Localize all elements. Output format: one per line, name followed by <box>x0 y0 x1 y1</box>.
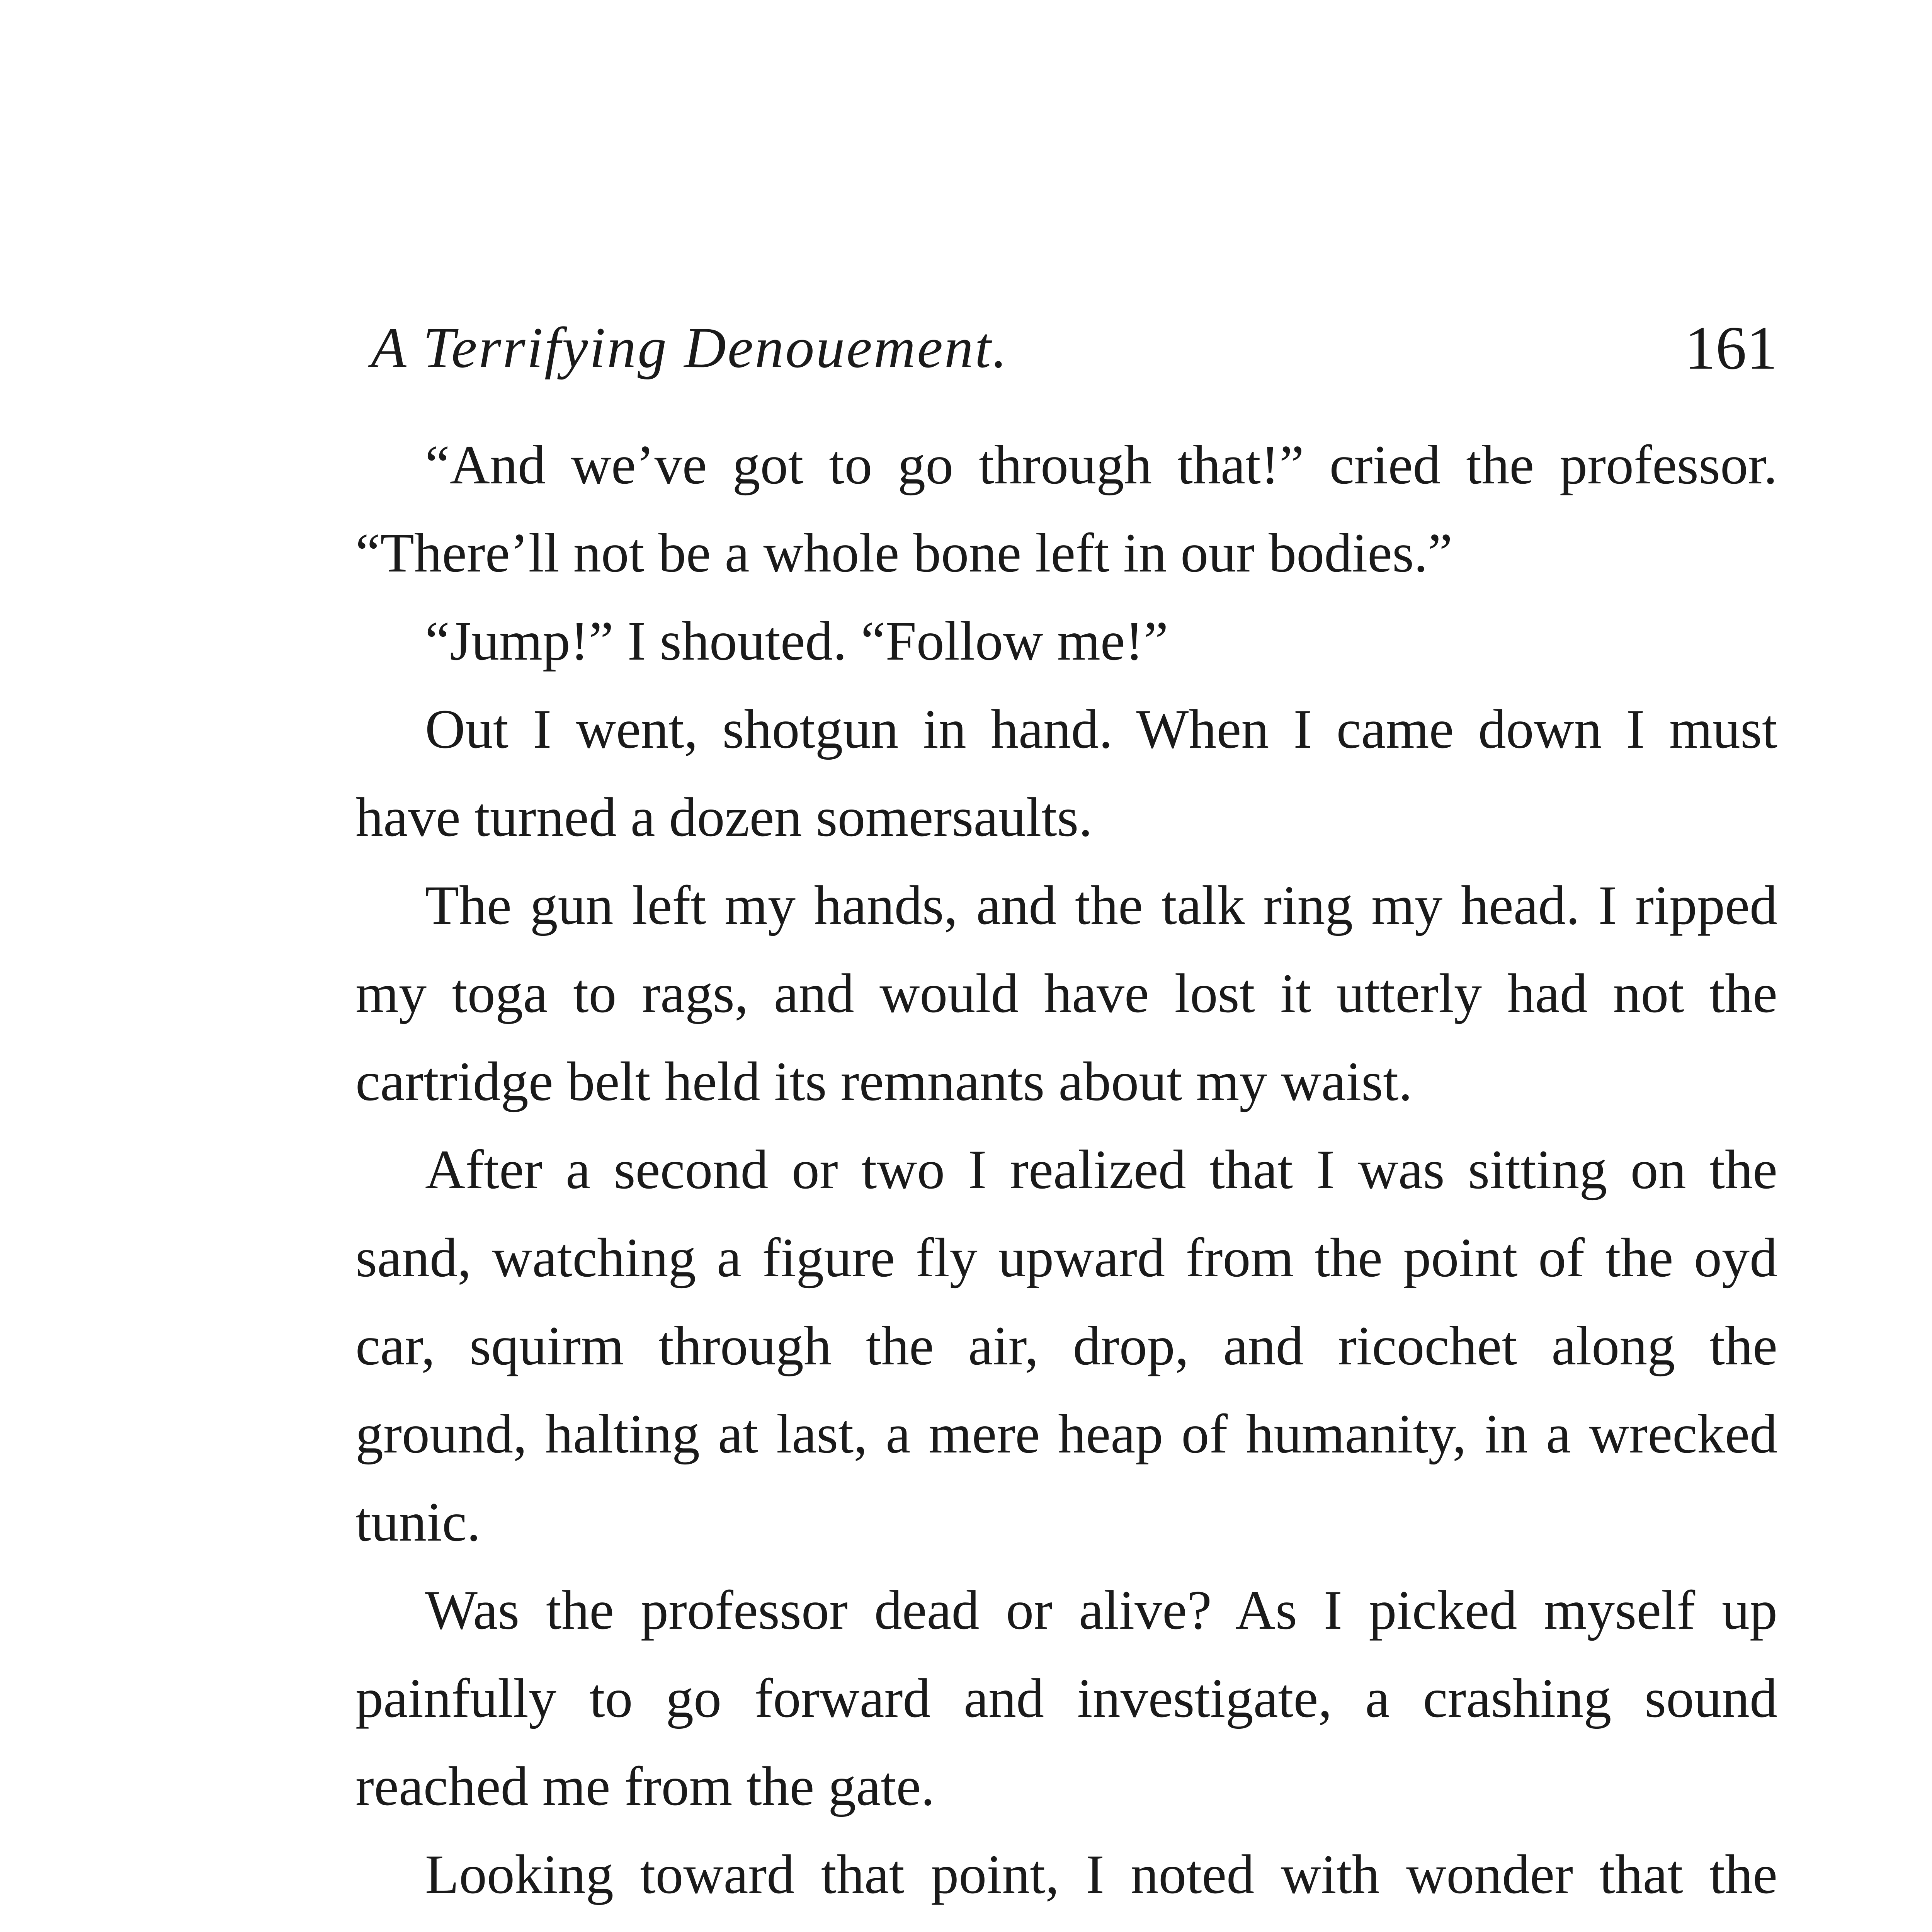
paragraph: After a second or two I realized that I was sitting on the sand, watching a figure fly upward from the point of the oyd car, squirm through the air, drop, and ricochet along the ground, halting at last, a mere heap of humanity, in a wrecked tunic. <box>355 1139 1777 1553</box>
running-head <box>371 309 1777 386</box>
body-text <box>355 421 1777 1932</box>
paragraph: “And we’ve got to go through that!” cried the professor. “There’ll not be a whole bone left in our bodies.” <box>355 434 1777 584</box>
paragraph: “Jump!” I shouted. “Follow me!” <box>425 611 1168 672</box>
paragraph: Looking toward that point, I noted with wonder that the <box>425 1844 1777 1905</box>
running-title: A Terrifying Denouement. <box>371 316 1009 380</box>
page-number: 161 <box>1685 313 1777 382</box>
paragraph: Out I went, shotgun in hand. When I came down I must have turned a dozen somersaults. <box>355 699 1777 848</box>
paragraph: Was the professor dead or alive? As I picked myself up painfully to go forward and investigate, a crashing sound reached me from the gate. <box>355 1580 1777 1817</box>
paragraph: The gun left my hands, and the talk ring my head. I ripped my toga to rags, and would have lost it utterly had not the cartridge belt held its remnants about my waist. <box>355 875 1777 1112</box>
